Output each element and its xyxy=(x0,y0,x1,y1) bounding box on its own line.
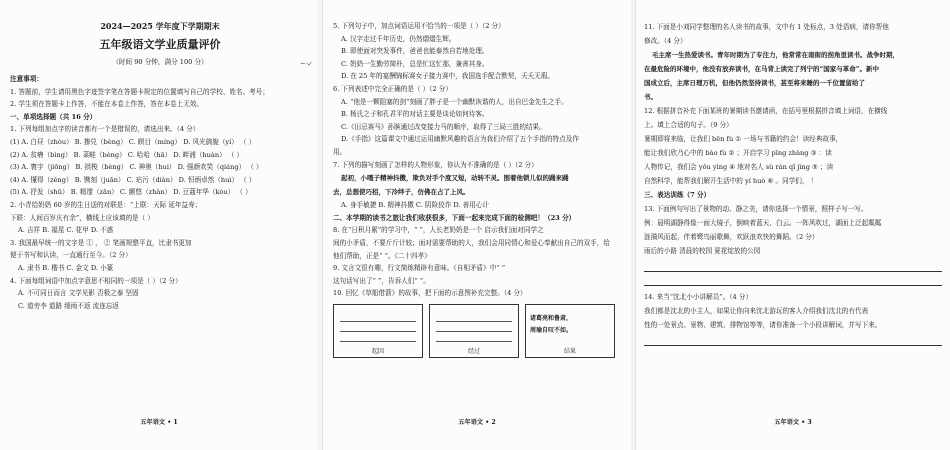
question-13: 13. 下面例句写出了景物的动、静之美，请你选择一个情景，照样子写一写。 xyxy=(644,205,868,213)
question-13-choices: 雨后的小路 清晨的校园 夏花绽放的公园 xyxy=(644,247,761,255)
question-7-passage: 去，总想使巧招，下冷绊子，仿佛在占了上风。 xyxy=(333,188,470,197)
invitation-line: 人物传记，我们会 yǒu yìng ④ 地对名人 sù rán qǐ jìng ⑤ ；读 xyxy=(644,163,834,171)
question-6-cont: 用。 xyxy=(333,147,347,156)
question-1: 1. 下列每组加点字的读音都有一个是错误的，请选出来。（4 分） xyxy=(10,125,200,134)
question-13-example: 涟漪风而起，伴着鹭鸟丽歌舞，欢跃浪欢快的舞蹈。（2 分） xyxy=(644,233,819,241)
question-5-option: C. 奶奶一生勤劳简朴，总是忙这忙那，兼善其身。 xyxy=(341,59,489,68)
question-5: 5. 下列句子中，加点词语运用不恰当的一项是（ ）（2 分） xyxy=(333,22,505,30)
exam-header: 2024—2025 学年度下学期期末 xyxy=(100,21,220,31)
question-2: 2. 小青给奶奶 60 岁的生日送的对联是：“上联：天际 延年益寿； xyxy=(10,200,202,209)
question-7-passage: 起初，小嘎子精神抖擞，欺负对手个度又短，动转不灵。围着他锁儿似的踊来踊 xyxy=(341,174,569,183)
question-12: 12. 根据拼音补充下面某班的暑期读书邀请函，在括号里根据拼音填上词语，在横线 xyxy=(644,107,888,115)
panel-caption: 结果 xyxy=(563,347,576,355)
invitation-line: 能让我们欣乃心中的 bào fù ② ；开启学习 pīng zhàng ③ ：读 xyxy=(644,149,832,157)
question-8-cont: 间的小矛盾，不要斤斤计较；面对需要帮助的人，我们会用同情心和爱心奉献出自己的双手，给 xyxy=(333,238,610,247)
diagram-panel-result xyxy=(525,304,615,358)
question-1-option: (3) A. 寰宇（jiōng） B. 拱梭（bèng） C. 神奥（hui） D. 强颜欢笑（qiáng） （ ） xyxy=(10,163,263,172)
invitation-line: 自然科学，能帮我们解开生活中的 yí huò ⑥ 。同学们， ！ xyxy=(644,177,818,185)
question-6-option: D.《手指》这篇课文中通过运用幽默风趣的语言为我们介绍了五个手指的特点及作 xyxy=(341,135,579,144)
question-6-option: A. “他是一颗阻塞的剑”刻画了胖子是一个幽默诙谐的人，出自巴金先生之手。 xyxy=(341,97,568,106)
question-1-option: (2) A. 贫瘠（bìng） B. 菜畦（bèng） C. 哈哈（hā） D. 畔浦（huàn） （ ） xyxy=(10,150,244,159)
question-5-option: D. 在 25 年的宴酬锦标赛女子接力赛中，我国选手配合默契，夭夭无瑕。 xyxy=(341,72,555,81)
panel-caption: 起因 xyxy=(371,347,384,355)
question-3-cont: 便于书写和认读，一直通行至今。（2 分） xyxy=(10,251,132,260)
invitation-line: 暑期即将来临，让我们 bēn fù ① 一场与书籍的约会！读经典故事， xyxy=(644,135,843,143)
answer-line[interactable] xyxy=(644,272,942,286)
section-heading: 二、本学期的读书之旅让我们收获很多，下面一起来完成下面的检测吧！（23 分） xyxy=(333,213,576,222)
story-diagram xyxy=(333,304,625,358)
panel-caption: 经过 xyxy=(467,347,480,355)
question-7-options: A. 身手敏捷 B. 精神抖擞 C. 阴险狡诈 D. 善用心计 xyxy=(341,201,490,210)
question-14-cont: 我们都是沈北的小主人，如果让你向来沈北游玩的客人介绍我们沈北的有代表 xyxy=(644,307,869,315)
section-heading: 一、单项选择题（共 16 分） xyxy=(10,112,97,121)
question-14-cont: 性的一处景点、景物、建筑、排物馆等等，请你准备一个小段讲解词，并写下来。 xyxy=(644,321,882,329)
question-4: 4. 下面每组词语中加点字意思不相同的一项是（ ）（2 分） xyxy=(10,276,182,285)
page-footer: 五年语文 • 2 xyxy=(458,419,496,426)
exam-page-3 xyxy=(635,0,950,450)
question-12-cont: 上。填上合适的句子。（9 分） xyxy=(644,121,733,129)
answer-line[interactable] xyxy=(644,332,942,346)
story-line: 毛主席一生热爱读书。青年时期为了专注力，他常常在南街的拐角里读书。战争时期， xyxy=(652,51,899,59)
panel-note: 周瑜自叹不如。 xyxy=(530,326,573,334)
question-8: 8. 在“日积月累”的学习中，“ ”，人长老奶奶是一个 启示我们面对同学之 xyxy=(333,226,544,235)
question-2-cont: 下联：人间百岁庆有余”，横线上应该填的是（ ） xyxy=(10,213,154,222)
question-5-option: A. 汉字走过千年历史，仍然熠熠生辉。 xyxy=(341,34,456,43)
page-footer: 五年语文 • 1 xyxy=(140,419,178,426)
story-line: 书。 xyxy=(644,93,657,101)
question-1-option: (1) A. 白昼（zhòu） B. 掺兑（bèng） C. 瞑目（míng） D. 风光旖旎（yí） （ ） xyxy=(10,137,256,146)
notice-line: 2. 学生须在答题卡上作答，不能在本卷上作答，答在本卷上无效。 xyxy=(10,100,204,109)
question-10: 10. 回忆《草船借箭》的故事，把下面的示意图补充完整。（4 分） xyxy=(333,289,527,298)
exam-title: 五年级语文学业质量评价 xyxy=(99,38,221,51)
exam-page-1 xyxy=(0,0,318,450)
diagram-panel-process xyxy=(429,304,519,358)
diagram-panel-cause xyxy=(333,304,423,358)
question-8-cont: 他们帮助，正是“ ”。《二十四孝》 xyxy=(333,251,431,260)
question-5-option: B. 即使面对突发事件，爸爸也能泰然自若地处理。 xyxy=(341,47,489,56)
page-footer: 五年语文 • 3 xyxy=(774,419,812,426)
question-9: 9. 文言文很有趣，行文简练精辟有意味。《自相矛盾》中“ ” xyxy=(333,264,506,273)
question-13-example: 例：晨明湖静得像一面大镜子，倒映着蓝天、白云。一阵风吹过，湖面上泛起粼粼 xyxy=(644,219,882,227)
answer-line[interactable] xyxy=(644,258,942,272)
question-6-option: C.《田忌赛马》孙膑通过改变接力马的顺序，取得了三局三胜的结果。 xyxy=(341,122,546,131)
question-3-options: A. 隶书 B. 楷书 C. 金文 D. 小篆 xyxy=(18,263,114,272)
question-11-cont: 修改。（4 分） xyxy=(644,37,687,45)
story-line: 在最危险的环境中，他没有放弃读书，在马背上读完了列宁的“国家与革命”。新中 xyxy=(644,65,879,73)
notice-heading: 注意事项： xyxy=(10,75,43,83)
section-heading: 三、表达训练（7 分） xyxy=(644,191,711,199)
story-line: 国成立后，主席日理万机，但他仍然坚持读书，甚至将来睡的一千位置留给了 xyxy=(644,79,865,87)
question-14: 14. 来当“沈北小小讲解员”。（4 分） xyxy=(644,293,753,301)
question-11: 11. 下面是小刘同学整理的名人读书的故事，文中有 1 处标点，3 处语病，请你帮他 xyxy=(644,23,889,31)
notice-line: 1. 答题前，学生请用黑色字迹签字笔在答题卡规定的位置填写自己的学校、姓名、考号； xyxy=(10,87,269,96)
question-4-options: C. 道旁李 道路 细雨不返 流连忘返 xyxy=(18,301,120,310)
question-1-option: (5) A. 抒发（shū） B. 精邃（zān） C. 颤悠（zhàn） D. 豆蔻年华（kòu） （ ） xyxy=(10,188,252,197)
exam-time: （时间 90 分钟，满分 100 分） xyxy=(112,58,208,66)
question-6: 6. 下列表述中完全正确的是（ ）（2 分） xyxy=(333,84,452,93)
panel-note: 诸葛亮和鲁肃， xyxy=(530,314,573,322)
question-7: 7. 下列的描写刻画了怎样的人物形象，你认为不准确的是（ ）（2 分） xyxy=(333,160,538,169)
pencil-marks: ~ ·✓ xyxy=(299,60,312,68)
question-4-options: A. 不可同日而言 文学见影 否极之泰 坚固 xyxy=(18,289,139,298)
question-1-option: (4) A. 懂得（zěng） B. 镌刻（juān） C. 玷污（diàn） D. 恒炳卓然（huì） （ ） xyxy=(10,175,256,184)
exam-page-2 xyxy=(322,0,631,450)
question-6-option: B. 杨氏之子和孔君平的对话主要是谈论如何待客。 xyxy=(341,110,489,119)
question-2-options: A. 吉祥 B. 福星 C. 花甲 D. 不惑 xyxy=(18,226,114,235)
question-3: 3. 我国最早统一的文字是 ① ， ② 笔画规整平直，比隶书更加 xyxy=(10,238,192,247)
question-9-cont: 这句话写出了“ ”，告诉人们“ ”。 xyxy=(333,276,430,285)
